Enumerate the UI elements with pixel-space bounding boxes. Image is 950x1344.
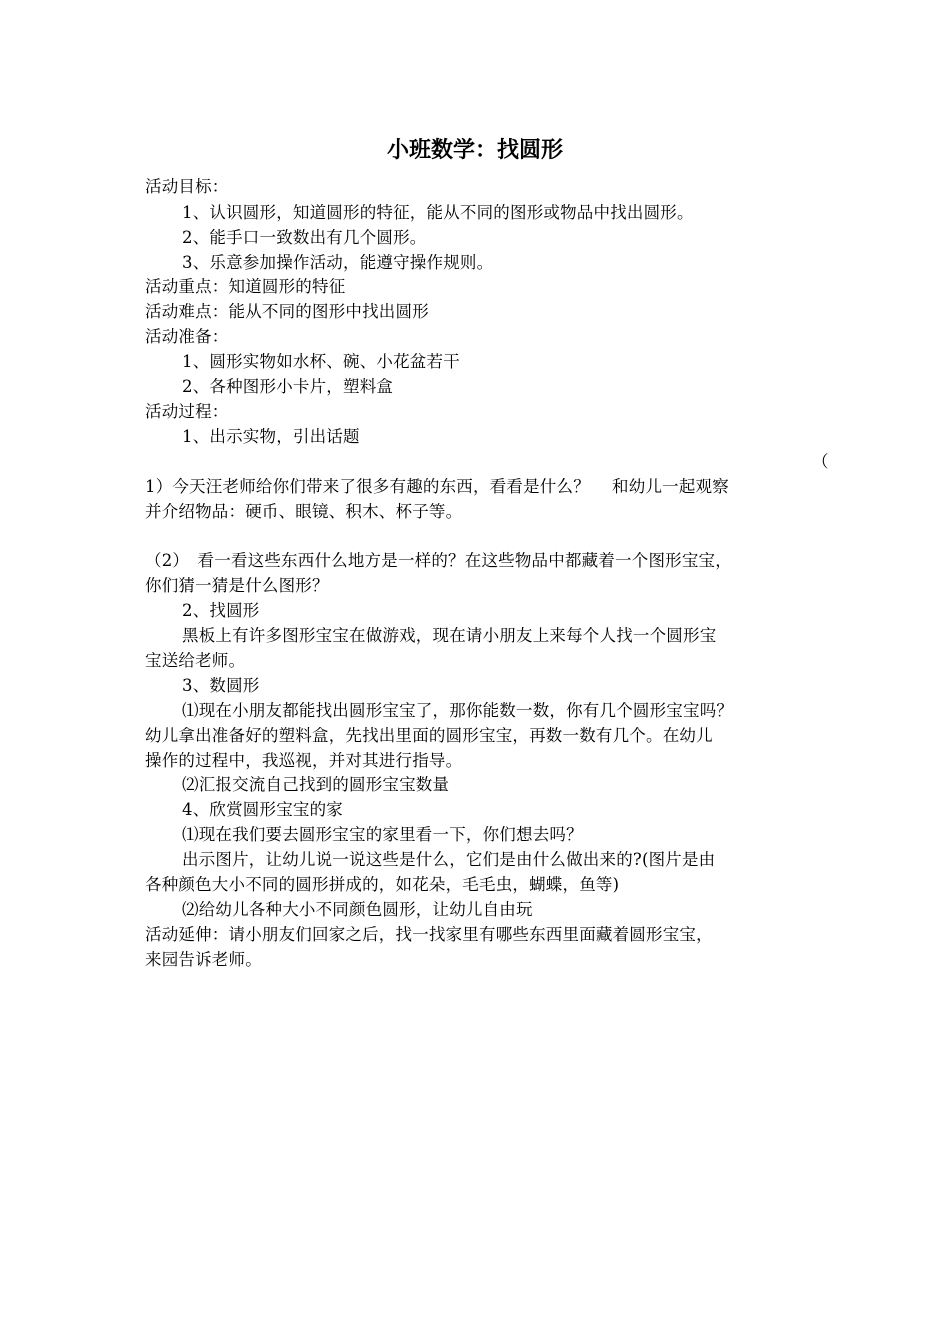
text-line: 活动过程： [145,402,229,421]
text-line: 出示图片，让幼儿说一说这些是什么，它们是由什么做出来的?(图片是由 [182,850,716,869]
page-title: 小班数学：找圆形 [386,138,563,163]
text-line: 并介绍物品：硬币、眼镜、积木、杯子等。 [145,502,463,521]
text-line: 3、乐意参加操作活动，能遵守操作规则。 [182,253,494,272]
text-line: 操作的过程中，我巡视，并对其进行指导。 [145,751,463,770]
text-line: 宝送给老师。 [145,651,246,670]
text-line: 活动目标： [145,177,229,196]
text-line: 活动准备： [145,327,229,346]
text-line: 2、各种图形小卡片，塑料盒 [182,377,394,396]
text-line: 4、欣赏圆形宝宝的家 [182,800,343,819]
text-line: 各种颜色大小不同的圆形拼成的，如花朵，毛毛虫，蝴蝶，鱼等) [145,875,620,894]
text-line: 2、找圆形 [182,601,260,620]
text-line: 3、数圆形 [182,676,260,695]
text-line: ⑴现在我们要去圆形宝宝的家里看一下，你们想去吗？ [182,825,583,844]
text-line: ⑴现在小朋友都能找出圆形宝宝了，那你能数一数，你有几个圆形宝宝吗？ [182,701,734,720]
text-line: 来园告诉老师。 [145,950,262,969]
text-line: 幼儿拿出准备好的塑料盒，先找出里面的圆形宝宝，再数一数有几个。在幼儿 [145,726,713,745]
text-line: 2、能手口一致数出有几个圆形。 [182,228,427,247]
text-line: 黑板上有许多图形宝宝在做游戏，现在请小朋友上来每个人找一个圆形宝 [182,626,717,645]
text-line: 你们猜一猜是什么图形？ [145,576,329,595]
text-line: 1）今天汪老师给你们带来了很多有趣的东西，看看是什么？ 和幼儿一起观察 [145,477,729,496]
text-line: 1、认识圆形，知道圆形的特征，能从不同的图形或物品中找出圆形。 [182,203,694,222]
text-line: 活动难点：能从不同的图形中找出圆形 [145,302,429,321]
text-line: ⑵给幼儿各种大小不同颜色圆形，让幼儿自由玩 [182,900,533,919]
text-line: （2） 看一看这些东西什么地方是一样的？在这些物品中都藏着一个图形宝宝， [145,551,732,570]
text-line: 活动重点：知道圆形的特征 [145,277,346,296]
text-line: 活动延伸：请小朋友们回家之后，找一找家里有哪些东西里面藏着圆形宝宝， [145,925,713,944]
text-line: 1、圆形实物如水杯、碗、小花盆若干 [182,352,460,371]
text-line: （ [812,452,829,471]
text-line: 1、出示实物，引出话题 [182,427,360,446]
text-line: ⑵汇报交流自己找到的圆形宝宝数量 [182,775,450,794]
